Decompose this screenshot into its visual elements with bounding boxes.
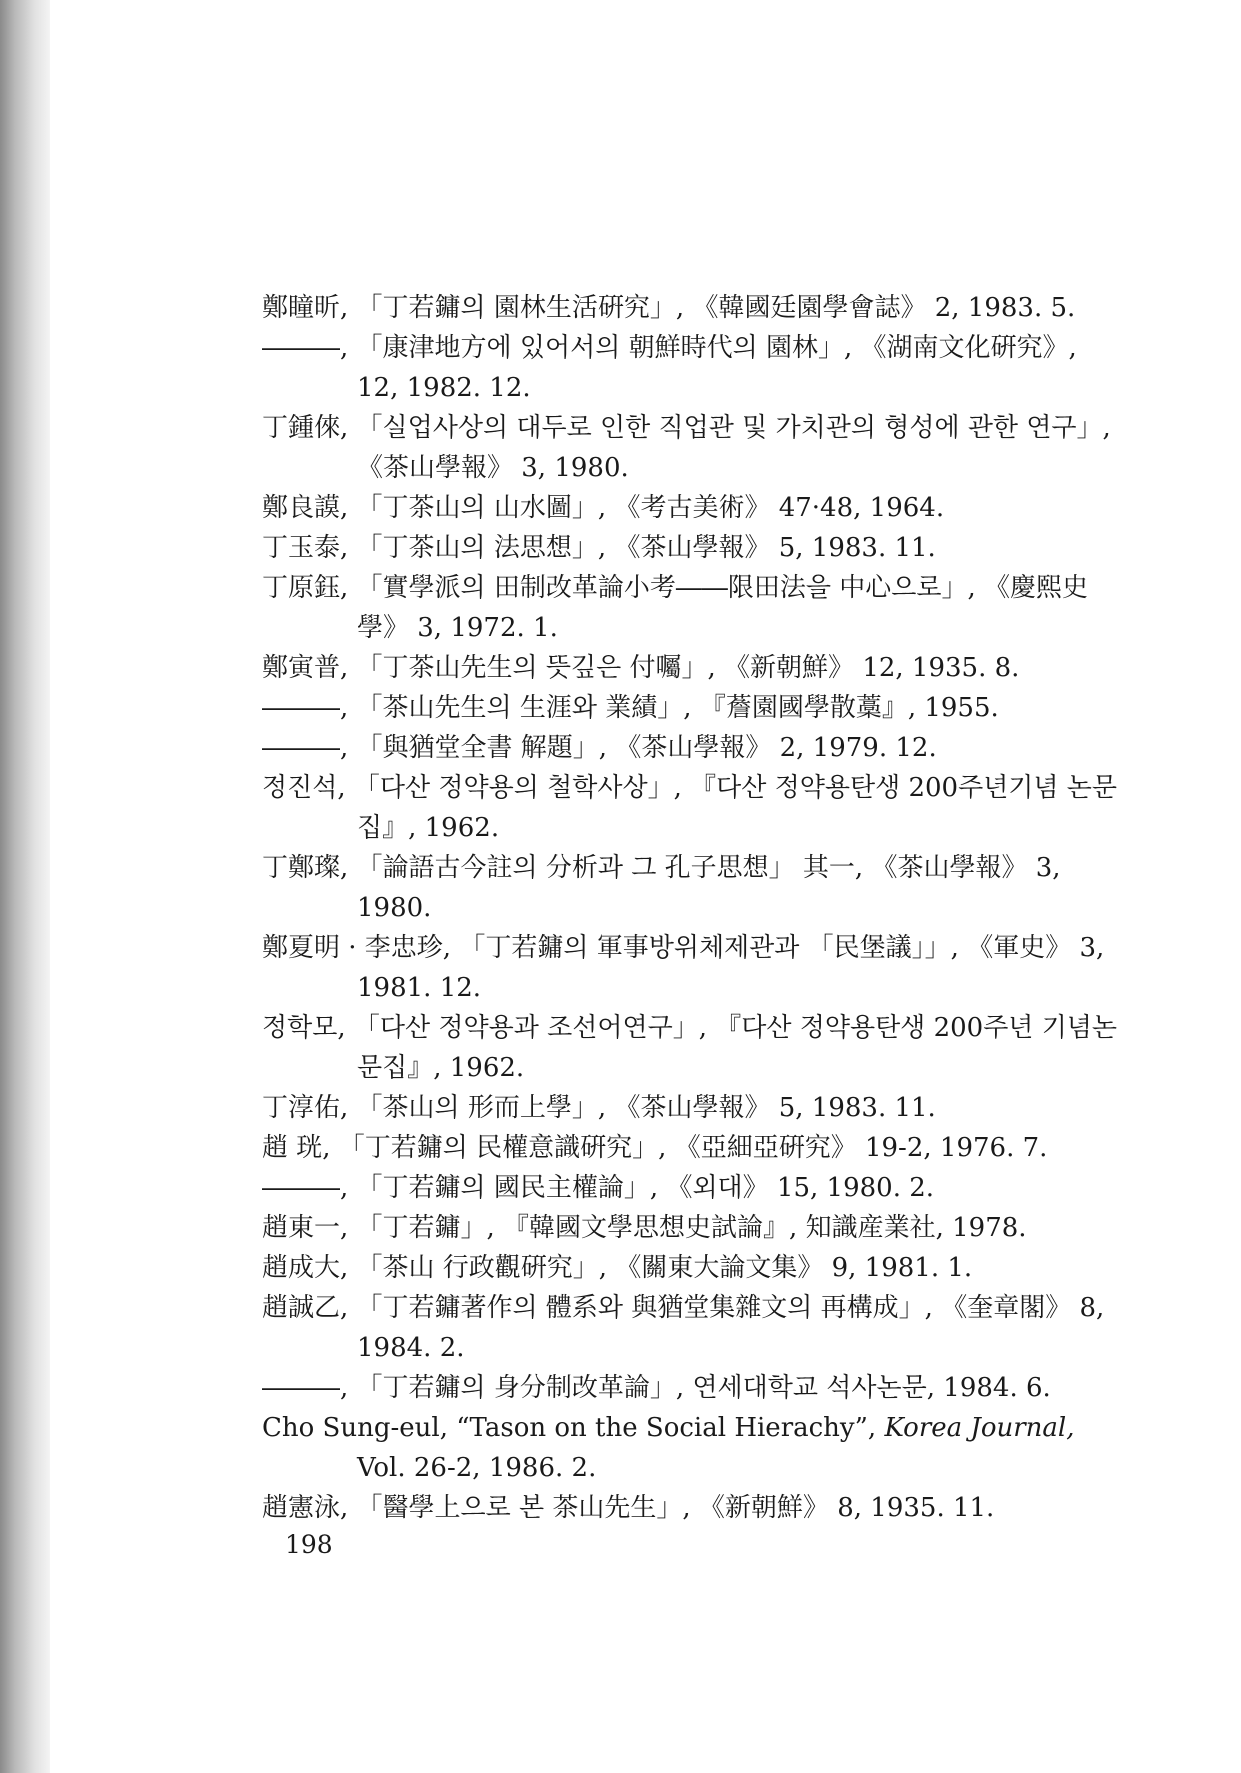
entry-text: 「丁若鏞著作의 體系와 與猶堂集雜文의 再構成」, 《奎章閣》 8, 1984. 2. bbox=[348, 1293, 1105, 1363]
entry-text: 「丁若鏞의 軍事방위체제관과 「民堡議」」, 《軍史》 3, 1981. 12. bbox=[357, 933, 1105, 1003]
entry-author: 趙東一, bbox=[262, 1213, 349, 1243]
bibliography-entry bbox=[262, 328, 1122, 408]
bibliography-entry bbox=[262, 768, 1122, 848]
entry-author: ―――, bbox=[262, 1373, 349, 1403]
entry-text: 「丁茶山의 山水圖」, 《考古美術》 47·48, 1964. bbox=[348, 493, 945, 523]
bibliography-entry bbox=[262, 488, 1122, 528]
entry-text: 「康津地方에 있어서의 朝鮮時代의 園林」, 《湖南文化硏究》, 12, 1982. 12. bbox=[348, 333, 1077, 403]
entry-text: 「實學派의 田制改革論小考――限田法을 中心으로」, 《慶熙史學》 3, 1972. 1. bbox=[348, 573, 1089, 643]
book-page bbox=[50, 0, 1241, 1773]
entry-author: 정진석, bbox=[262, 773, 346, 803]
bibliography-entry bbox=[262, 1488, 1122, 1528]
entry-author: 丁原鈺, bbox=[262, 573, 349, 603]
entry-author: 趙成大, bbox=[262, 1253, 349, 1283]
bibliography-entry bbox=[262, 1288, 1122, 1368]
entry-text: 「丁若鏞의 園林生活硏究」, 《韓國廷園學會誌》 2, 1983. 5. bbox=[348, 293, 1076, 323]
entry-author: 鄭夏明 · 李忠珍, bbox=[262, 933, 452, 963]
entry-text: 「丁若鏞의 身分制改革論」, 연세대학교 석사논문, 1984. 6. bbox=[348, 1373, 1051, 1403]
entry-text: 「丁若鏞」, 『韓國文學思想史試論』, 知識産業社, 1978. bbox=[348, 1213, 1027, 1243]
entry-author: 鄭良謨, bbox=[262, 493, 349, 523]
entry-author: 趙誠乙, bbox=[262, 1293, 349, 1323]
bibliography-entry bbox=[262, 1408, 1122, 1488]
bibliography-entry bbox=[262, 1208, 1122, 1248]
entry-text: 「茶山先生의 生涯와 業績」, 『薝園國學散藁』, 1955. bbox=[348, 693, 999, 723]
entry-author: Cho Sung-eul, bbox=[262, 1413, 448, 1443]
entry-text: 「丁茶山의 法思想」, 《茶山學報》 5, 1983. 11. bbox=[348, 533, 936, 563]
entry-text: 「茶山 行政觀硏究」, 《關東大論文集》 9, 1981. 1. bbox=[348, 1253, 973, 1283]
entry-text: 「論語古今註의 分析과 그 孔子思想」 其一, 《茶山學報》 3, 1980. bbox=[348, 853, 1061, 923]
entry-author: ―――, bbox=[262, 333, 349, 363]
bibliography-entry bbox=[262, 288, 1122, 328]
entry-author: 丁鄭璨, bbox=[262, 853, 349, 883]
entry-text-post: Vol. 26-2, 1986. 2. bbox=[357, 1453, 597, 1483]
bibliography-list bbox=[262, 288, 1122, 1528]
bibliography-entry bbox=[262, 728, 1122, 768]
entry-journal-title: Korea Journal, bbox=[884, 1413, 1075, 1443]
bibliography-entry bbox=[262, 528, 1122, 568]
bibliography-entry bbox=[262, 1128, 1122, 1168]
entry-author: ―――, bbox=[262, 693, 349, 723]
entry-author: 丁鍾倈, bbox=[262, 413, 349, 443]
entry-text: 「실업사상의 대두로 인한 직업관 및 가치관의 형성에 관한 연구」, 《茶山學報》 3, 1980. bbox=[348, 413, 1111, 483]
entry-text: 「다산 정약용의 철학사상」, 『다산 정약용탄생 200주년기념 논문집』, 1962. bbox=[345, 773, 1118, 843]
bibliography-entry bbox=[262, 648, 1122, 688]
bibliography-entry bbox=[262, 1168, 1122, 1208]
entry-text: 「丁若鏞의 國民主權論」, 《외대》 15, 1980. 2. bbox=[348, 1173, 935, 1203]
bibliography-entry bbox=[262, 1368, 1122, 1408]
entry-author: 鄭瞳昕, bbox=[262, 293, 349, 323]
entry-author: 丁玉泰, bbox=[262, 533, 349, 563]
bibliography-entry bbox=[262, 1008, 1122, 1088]
bibliography-entry bbox=[262, 1248, 1122, 1288]
entry-text-pre: “Tason on the Social Hierachy”, bbox=[448, 1413, 885, 1443]
entry-author: ―――, bbox=[262, 1173, 349, 1203]
entry-author: 鄭寅普, bbox=[262, 653, 349, 683]
bibliography-entry bbox=[262, 688, 1122, 728]
entry-author: 趙憲泳, bbox=[262, 1493, 349, 1523]
entry-author: 정학모, bbox=[262, 1013, 346, 1043]
entry-text: 「與猶堂全書 解題」, 《茶山學報》 2, 1979. 12. bbox=[348, 733, 937, 763]
bibliography-entry bbox=[262, 848, 1122, 928]
book-spine-edge bbox=[0, 0, 50, 1773]
bibliography-entry bbox=[262, 568, 1122, 648]
bibliography-entry bbox=[262, 1088, 1122, 1128]
entry-text: 「丁若鏞의 民權意識硏究」, 《亞細亞硏究》 19-2, 1976. 7. bbox=[330, 1133, 1048, 1163]
entry-author: ―――, bbox=[262, 733, 349, 763]
entry-text: 「茶山의 形而上學」, 《茶山學報》 5, 1983. 11. bbox=[348, 1093, 936, 1123]
bibliography-entry bbox=[262, 928, 1122, 1008]
entry-text: 「醫學上으로 본 茶山先生」, 《新朝鮮》 8, 1935. 11. bbox=[348, 1493, 995, 1523]
entry-author: 丁淳佑, bbox=[262, 1093, 349, 1123]
entry-author: 趙 珖, bbox=[262, 1133, 331, 1163]
entry-text: 「다산 정약용과 조선어연구」, 『다산 정약용탄생 200주년 기념논문집』, 1962. bbox=[345, 1013, 1118, 1083]
bibliography-entry bbox=[262, 408, 1122, 488]
page-number: 198 bbox=[285, 1530, 333, 1559]
entry-text: 「丁茶山先生의 뜻깊은 付囑」, 《新朝鮮》 12, 1935. 8. bbox=[348, 653, 1020, 683]
